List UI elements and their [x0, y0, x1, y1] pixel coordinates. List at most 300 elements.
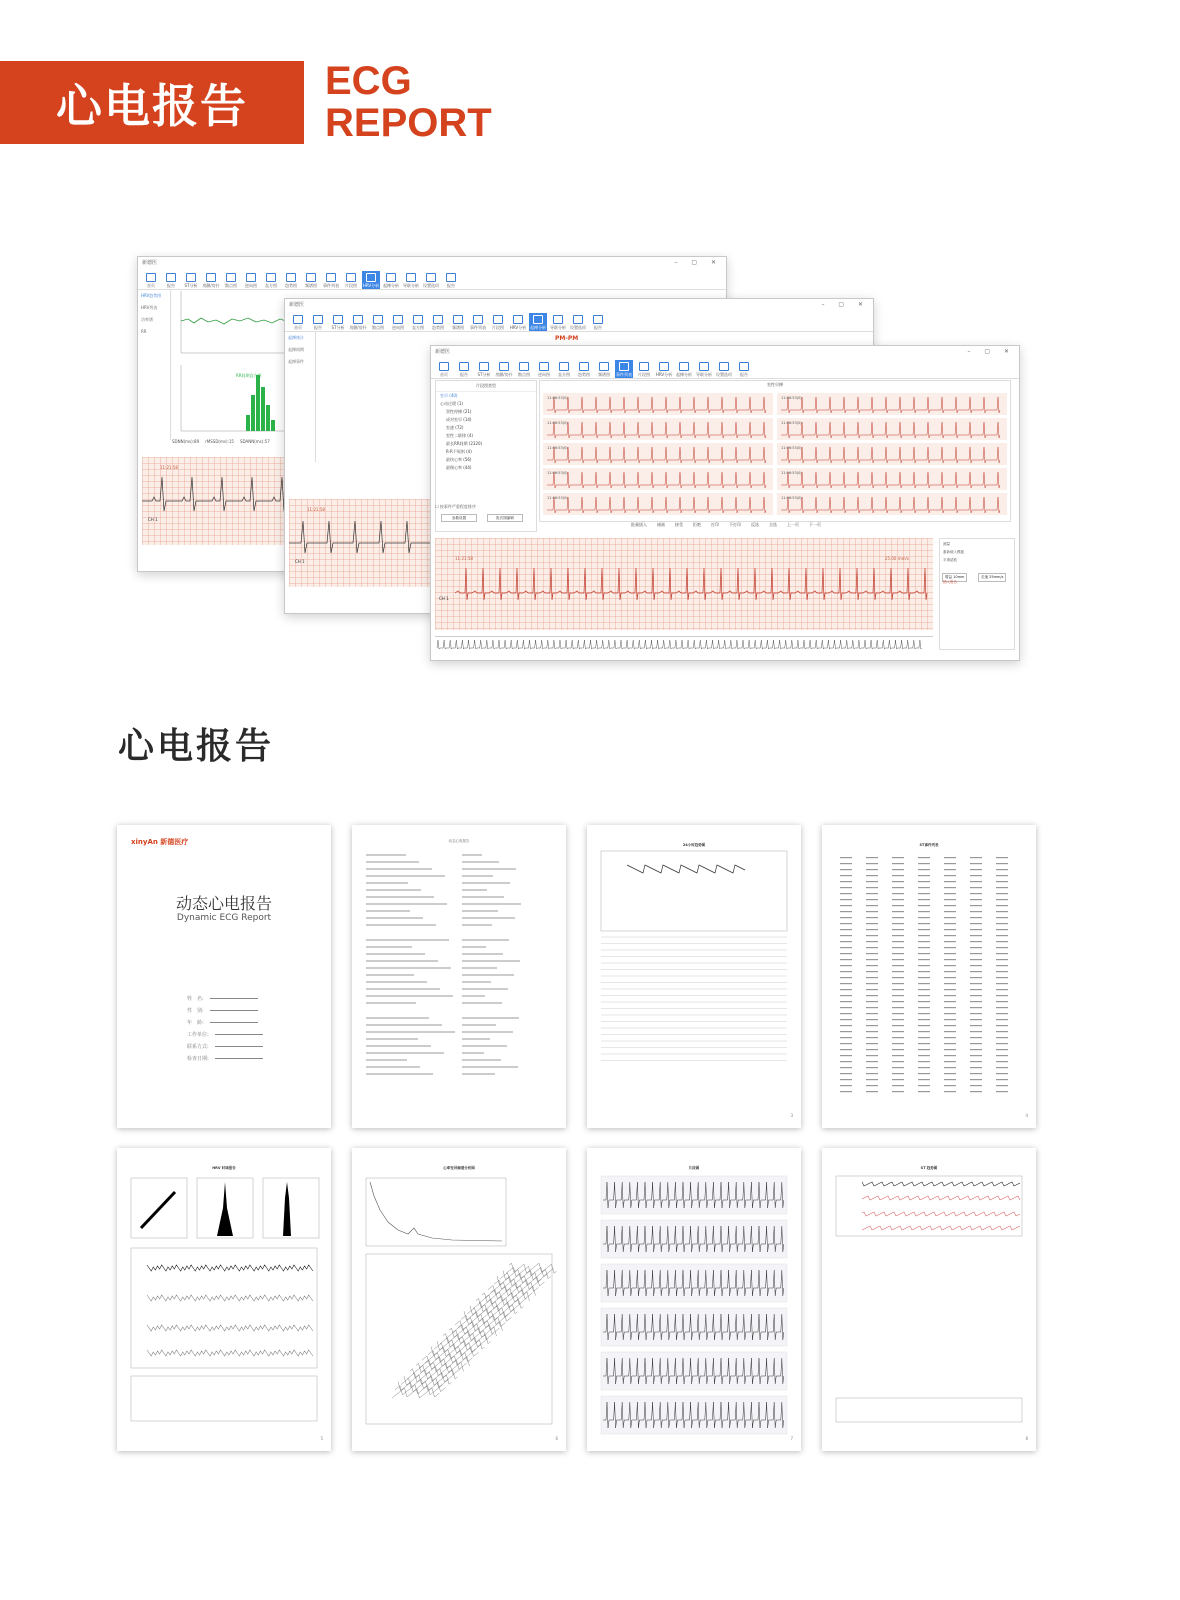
sort-checkbox[interactable]: ☐ 按事件严重程度排序: [435, 504, 476, 509]
toolbar-icon: [333, 315, 343, 324]
table-cell: [840, 935, 852, 936]
edit-button[interactable]: 批次图编辑: [487, 514, 523, 522]
table-cell: [996, 1025, 1008, 1026]
table-cell: [996, 977, 1008, 978]
toolbar-button[interactable]: [569, 313, 587, 331]
table-cell: [996, 893, 1008, 894]
table-cell: [840, 1085, 852, 1086]
toolbar-icon: [699, 362, 709, 371]
table-cell: [866, 893, 878, 894]
speed-select[interactable]: 走速 25mm/s: [978, 573, 1006, 582]
table-cell: [840, 1001, 852, 1002]
toolbar-button[interactable]: [575, 360, 593, 378]
toolbar-button[interactable]: [715, 360, 733, 378]
report-page-summary[interactable]: [352, 825, 566, 1128]
table-cell: [918, 1085, 930, 1086]
table-cell: [840, 959, 852, 960]
table-cell: [918, 1073, 930, 1074]
toolbar-button[interactable]: [615, 360, 633, 378]
strip-cell[interactable]: [777, 493, 1007, 515]
toolbar-icon: [593, 315, 603, 324]
table-cell: [970, 911, 982, 912]
table-cell: [918, 929, 930, 930]
action-button[interactable]: 反选: [751, 522, 759, 527]
toolbar-icon: [346, 273, 356, 282]
st-summary-box: [836, 1398, 1022, 1422]
page-title: HRV 时域报告: [212, 1166, 236, 1170]
cover-field: [187, 1019, 258, 1026]
table-cell: [944, 857, 956, 858]
toolbar-button[interactable]: [182, 271, 200, 289]
toolbar-label: 首页: [440, 372, 448, 377]
table-cell: [892, 953, 904, 954]
toolbar-button[interactable]: [242, 271, 260, 289]
toolbar-label: 房颤/房扑: [495, 372, 513, 377]
toolbar-label: 报告: [460, 372, 468, 377]
table-cell: [892, 977, 904, 978]
toolbar-button[interactable]: [349, 313, 367, 331]
toolbar-button[interactable]: [589, 313, 607, 331]
table-cell: [840, 1079, 852, 1080]
table-cell: [970, 887, 982, 888]
page-number: 3: [790, 1113, 793, 1118]
action-bar: [631, 522, 821, 528]
ecg-time: 11:21:58: [455, 556, 473, 561]
banner-title-en-line1: ECG: [325, 59, 412, 103]
toolbar-icon: [639, 362, 649, 371]
window-controls[interactable]: – ▢ ✕: [967, 347, 1015, 355]
toolbar-icon: [426, 273, 436, 282]
toolbar-button[interactable]: [455, 360, 473, 378]
report-page-fragments[interactable]: [587, 1148, 801, 1451]
table-cell: [892, 899, 904, 900]
toolbar-icon: [353, 315, 363, 324]
table-cell: [944, 959, 956, 960]
hr-trend-chart: [176, 291, 286, 357]
toolbar-button[interactable]: [362, 271, 380, 289]
table-cell: [892, 995, 904, 996]
table-cell: [840, 1049, 852, 1050]
table-cell: [970, 971, 982, 972]
table-cell: [866, 863, 878, 864]
toolbar-label: 直方图: [412, 325, 424, 330]
side-nav-item[interactable]: 功率谱: [141, 317, 153, 322]
action-button[interactable]: 全选: [769, 522, 777, 527]
toolbar-button[interactable]: [555, 360, 573, 378]
toolbar-button[interactable]: [429, 313, 447, 331]
report-page-hrv[interactable]: [117, 1148, 331, 1451]
toolbar-button[interactable]: [442, 271, 460, 289]
toolbar-button[interactable]: [202, 271, 220, 289]
tree-item[interactable]: 窦性停搏 (21): [446, 409, 472, 414]
table-cell: [840, 1013, 852, 1014]
side-nav: [138, 290, 171, 440]
channel-label: CH 1: [295, 559, 305, 564]
tool-item[interactable]: 重新载入模板: [943, 550, 964, 554]
table-cell: [840, 905, 852, 906]
table-cell: [918, 1061, 930, 1062]
side-nav: [285, 332, 316, 462]
toolbar-button[interactable]: [329, 313, 347, 331]
table-cell: [892, 1013, 904, 1014]
toolbar-label: 逆向图: [245, 283, 257, 288]
table-cell: [970, 1007, 982, 1008]
toolbar-button[interactable]: [595, 360, 613, 378]
table-cell: [944, 953, 956, 954]
hrv-trend-line: [147, 1295, 313, 1301]
table-cell: [866, 887, 878, 888]
toolbar-button[interactable]: [369, 313, 387, 331]
chart-frame: [601, 851, 787, 931]
trend-frame: [131, 1248, 317, 1368]
notes-box: [131, 1376, 317, 1421]
toolbar-button[interactable]: [515, 360, 533, 378]
table-cell: [970, 1067, 982, 1068]
table-cell: [866, 971, 878, 972]
table-cell: [996, 1091, 1008, 1092]
table-cell: [996, 899, 1008, 900]
toolbar-button[interactable]: [695, 360, 713, 378]
toolbar-icon: [553, 315, 563, 324]
waterfall-line: [434, 1343, 482, 1353]
table-cell: [918, 869, 930, 870]
window-controls[interactable]: – ▢ ✕: [674, 258, 722, 266]
toolbar-label: 趋势图: [432, 325, 444, 330]
toolbar-button[interactable]: [409, 313, 427, 331]
table-cell: [866, 1079, 878, 1080]
action-button[interactable]: 储画: [657, 522, 665, 527]
strip-time: 11:06:53(0): [547, 496, 568, 500]
toolbar-icon: [459, 362, 469, 371]
table-cell: [866, 1025, 878, 1026]
toolbar-button[interactable]: [535, 360, 553, 378]
table-cell: [866, 1061, 878, 1062]
table-cell: [866, 989, 878, 990]
tree-item[interactable]: 最快心率 (56): [446, 457, 472, 462]
toolbar-button[interactable]: [469, 313, 487, 331]
toolbar-label: 直方图: [558, 372, 570, 377]
table-cell: [840, 941, 852, 942]
table-cell: [944, 881, 956, 882]
toolbar-label: 报告: [314, 325, 322, 330]
table-cell: [918, 1025, 930, 1026]
spectrum-line: [370, 1182, 502, 1241]
toolbar-button[interactable]: [142, 271, 160, 289]
table-cell: [892, 1091, 904, 1092]
table-cell: [918, 911, 930, 912]
action-button[interactable]: 下一页: [809, 522, 821, 527]
table-cell: [996, 995, 1008, 996]
main-ecg-wave: [435, 538, 933, 630]
table-cell: [944, 935, 956, 936]
table-cell: [918, 1079, 930, 1080]
table-cell: [892, 1073, 904, 1074]
strip-cell[interactable]: [543, 393, 773, 415]
cover-field-label: 工作单位:: [187, 1032, 209, 1038]
table-cell: [944, 1031, 956, 1032]
toolbar-icon: [313, 315, 323, 324]
table-cell: [996, 929, 1008, 930]
window-controls[interactable]: – ▢ ✕: [821, 300, 869, 308]
action-button[interactable]: 上一页: [787, 522, 799, 527]
toolbar-button[interactable]: [309, 313, 327, 331]
toolbar-icon: [226, 273, 236, 282]
side-nav-item[interactable]: RR: [141, 329, 147, 334]
table-cell: [840, 983, 852, 984]
strip-cell[interactable]: [777, 393, 1007, 415]
report-page-trend[interactable]: [587, 825, 801, 1128]
tree-item[interactable]: 室性二联律 (4): [446, 433, 473, 438]
toolbar-icon: [559, 362, 569, 371]
tool-item[interactable]: 插入报告: [943, 580, 957, 584]
toolbar-button[interactable]: [322, 271, 340, 289]
table-cell: [996, 1079, 1008, 1080]
table-cell: [944, 1019, 956, 1020]
st-trend-content: [822, 1148, 1036, 1451]
toolbar-icon: [393, 315, 403, 324]
channel-label: CH 1: [439, 596, 449, 601]
cover-field-label: 姓 名:: [187, 996, 204, 1002]
toolbar-button[interactable]: [302, 271, 320, 289]
page-number: 6: [555, 1436, 558, 1441]
toolbar-button[interactable]: [549, 313, 567, 331]
toolbar-icon: [719, 362, 729, 371]
toolbar: [285, 309, 873, 332]
strip-cell[interactable]: [777, 443, 1007, 465]
table-cell: [840, 863, 852, 864]
tree-item[interactable]: 室速 (72): [446, 425, 464, 430]
table-cell: [944, 1025, 956, 1026]
table-cell: [866, 1055, 878, 1056]
strip-cell[interactable]: [777, 418, 1007, 440]
table-cell: [840, 953, 852, 954]
tool-item[interactable]: 平滑滤波: [943, 558, 957, 562]
toolbar-icon: [679, 362, 689, 371]
table-cell: [866, 953, 878, 954]
brand-logo: xinyAn 新德医疗: [131, 838, 189, 846]
table-cell: [840, 1037, 852, 1038]
strip-time: 11:06:53(0): [547, 421, 568, 425]
action-button[interactable]: 打印: [711, 522, 719, 527]
table-cell: [892, 875, 904, 876]
tool-item[interactable]: 测量: [943, 542, 950, 546]
toolbar-icon: [539, 362, 549, 371]
hrv-trend-line: [147, 1325, 313, 1331]
table-cell: [918, 1049, 930, 1050]
spectrum-content: [352, 1148, 566, 1451]
table-cell: [970, 965, 982, 966]
waterfall-line: [401, 1378, 449, 1388]
table-cell: [944, 989, 956, 990]
overview-strip[interactable]: [435, 636, 933, 651]
table-cell: [866, 995, 878, 996]
page-number: 7: [790, 1436, 793, 1441]
tree-item[interactable]: 成对室早 (14): [446, 417, 472, 422]
toolbar-button[interactable]: [262, 271, 280, 289]
toolbar-button[interactable]: [449, 313, 467, 331]
toolbar-button[interactable]: [402, 271, 420, 289]
strip-time: 11:06:53(0): [781, 446, 802, 450]
table-cell: [918, 977, 930, 978]
toolbar-button[interactable]: [422, 271, 440, 289]
table-cell: [918, 971, 930, 972]
table-cell: [996, 965, 1008, 966]
toolbar-button[interactable]: [509, 313, 527, 331]
tree-item[interactable]: 最慢心率 (44): [446, 465, 472, 470]
toolbar-button[interactable]: [529, 313, 547, 331]
table-cell: [892, 923, 904, 924]
report-page-cover[interactable]: [117, 825, 331, 1128]
toolbar-label: 设置选项: [570, 325, 586, 330]
toolbar-button[interactable]: [735, 360, 753, 378]
waterfall-line: [467, 1308, 515, 1318]
scatter-cluster: [141, 1192, 175, 1228]
side-nav-item[interactable]: HRV列表: [141, 305, 158, 310]
table-cell: [892, 1067, 904, 1068]
table-cell: [840, 1067, 852, 1068]
table-cell: [892, 1001, 904, 1002]
table-cell: [944, 869, 956, 870]
side-nav-item[interactable]: HRV趋势图: [141, 293, 162, 298]
report-page-st-trend[interactable]: [822, 1148, 1036, 1451]
toolbar-button[interactable]: [282, 271, 300, 289]
toolbar-icon: [533, 315, 543, 324]
table-cell: [970, 863, 982, 864]
table-cell: [996, 1085, 1008, 1086]
table-cell: [970, 1061, 982, 1062]
settings-button[interactable]: 参数设置: [441, 514, 477, 522]
table-cell: [866, 983, 878, 984]
table-cell: [866, 1013, 878, 1014]
toolbar-label: 趋势图: [285, 283, 297, 288]
table-cell: [918, 989, 930, 990]
sort-checkbox-label: 按事件严重程度排序: [439, 504, 476, 509]
toolbar-button[interactable]: [655, 360, 673, 378]
toolbar-button[interactable]: [635, 360, 653, 378]
strip-cell[interactable]: [543, 418, 773, 440]
table-cell: [996, 869, 1008, 870]
tree-item[interactable]: 室早 (40): [440, 393, 458, 398]
table-cell: [866, 929, 878, 930]
st-trend-line: [862, 1226, 1020, 1230]
st-list-content: [822, 825, 1036, 1128]
cover-field: [187, 1007, 258, 1014]
toolbar-label: 散点图: [372, 325, 384, 330]
table-cell: [970, 1055, 982, 1056]
table-cell: [944, 1073, 956, 1074]
toolbar-label: HRV分析: [655, 372, 673, 377]
table-cell: [970, 1013, 982, 1014]
toolbar-icon: [493, 315, 503, 324]
table-cell: [866, 959, 878, 960]
table-cell: [866, 1037, 878, 1038]
toolbar-label: 起搏分析: [530, 325, 546, 330]
toolbar-button[interactable]: [489, 313, 507, 331]
toolbar-button[interactable]: [435, 360, 453, 378]
report-section-title: 心电报告: [118, 726, 275, 767]
report-page-st-list[interactable]: [822, 825, 1036, 1128]
table-cell: [918, 947, 930, 948]
fragments-content: [587, 1148, 801, 1451]
strip-cell[interactable]: [777, 468, 1007, 490]
banner-title-en-line2: REPORT: [325, 101, 492, 145]
toolbar-button[interactable]: [475, 360, 493, 378]
table-cell: [970, 881, 982, 882]
rr-histogram: [176, 365, 291, 435]
tree-item[interactable]: R-R不规则 (4): [446, 449, 472, 454]
toolbar-label: 报告: [167, 283, 175, 288]
ecg-time: 11:21:58: [160, 465, 178, 470]
tool-panel: [939, 538, 1015, 650]
table-cell: [944, 911, 956, 912]
report-page-spectrum[interactable]: [352, 1148, 566, 1451]
toolbar-label: 房颤/房扑: [202, 283, 220, 288]
table-cell: [996, 947, 1008, 948]
stat-rmssd: rMSSD(ms):15: [205, 439, 234, 444]
toolbar-button[interactable]: [162, 271, 180, 289]
toolbar-label: 起搏分析: [383, 283, 399, 288]
app-name: 新德医: [142, 259, 158, 266]
toolbar-button[interactable]: [342, 271, 360, 289]
trend-content: [587, 825, 801, 1128]
side-nav-item[interactable]: 起搏间期: [288, 347, 304, 352]
toolbar-icon: [326, 273, 336, 282]
toolbar-button[interactable]: [495, 360, 513, 378]
action-button[interactable]: 批量插入: [631, 522, 647, 527]
toolbar-label: 设置选项: [423, 283, 439, 288]
table-cell: [996, 953, 1008, 954]
toolbar-button[interactable]: [389, 313, 407, 331]
action-button[interactable]: 拒绝: [693, 522, 701, 527]
table-cell: [944, 1037, 956, 1038]
toolbar-label: ST分析: [331, 325, 345, 330]
table-cell: [892, 1079, 904, 1080]
strip-cell[interactable]: [543, 493, 773, 515]
toolbar-button[interactable]: [382, 271, 400, 289]
toolbar-button[interactable]: [289, 313, 307, 331]
table-cell: [918, 917, 930, 918]
table-cell: [996, 905, 1008, 906]
strip-cell[interactable]: [543, 443, 773, 465]
side-nav-item[interactable]: 起搏事件: [288, 359, 304, 364]
toolbar-icon: [246, 273, 256, 282]
toolbar-icon: [479, 362, 489, 371]
side-nav-item[interactable]: 起搏统计: [288, 335, 304, 340]
tree-item[interactable]: 最长RR间期 (2320): [446, 441, 483, 446]
table-cell: [866, 1085, 878, 1086]
table-cell: [996, 1019, 1008, 1020]
table-cell: [944, 1043, 956, 1044]
table-cell: [970, 1085, 982, 1086]
page-title: 心率变异频谱分析图: [443, 1166, 475, 1170]
table-cell: [970, 1037, 982, 1038]
table-cell: [996, 983, 1008, 984]
strip-cell[interactable]: [543, 468, 773, 490]
toolbar-button[interactable]: [222, 271, 240, 289]
table-cell: [892, 1055, 904, 1056]
ecg-time: 11:21:58: [307, 507, 325, 512]
gain-select[interactable]: 增益 10mm: [942, 573, 967, 582]
action-button[interactable]: 不打印: [729, 522, 741, 527]
action-button[interactable]: 接受: [675, 522, 683, 527]
tree-item[interactable]: 心动过缓 (1): [440, 401, 463, 406]
toolbar-icon: [166, 273, 176, 282]
table-cell: [892, 917, 904, 918]
table-cell: [892, 1061, 904, 1062]
table-cell: [840, 989, 852, 990]
toolbar-button[interactable]: [675, 360, 693, 378]
channel-label: CH 1: [148, 517, 158, 522]
